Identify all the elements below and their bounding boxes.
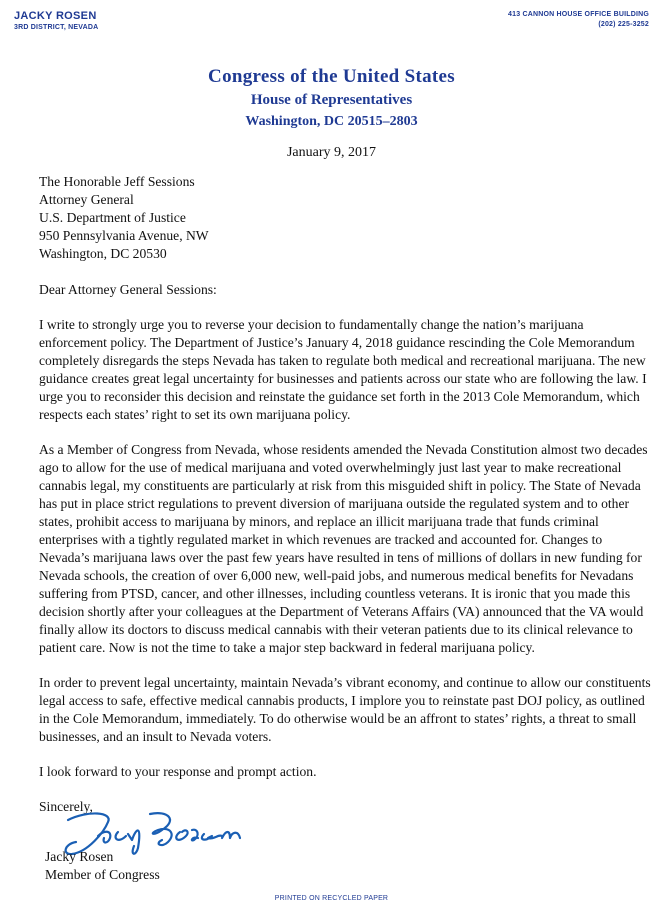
salutation: Dear Attorney General Sessions: <box>39 282 217 297</box>
recipient-line: Attorney General <box>39 192 134 207</box>
city-line: Washington, DC 20515–2803 <box>245 114 418 129</box>
recipient-line: The Honorable Jeff Sessions <box>39 174 195 189</box>
recipient-address <box>39 173 651 263</box>
office-address: 413 CANNON HOUSE OFFICE BUILDING <box>508 11 649 18</box>
recycled-paper-footer: PRINTED ON RECYCLED PAPER <box>274 895 389 902</box>
signer-block <box>45 848 160 884</box>
member-name: JACKY ROSEN <box>14 10 97 22</box>
recipient-line: Washington, DC 20530 <box>39 246 167 261</box>
letterhead-office-block <box>508 10 649 30</box>
recipient-line: 950 Pennsylvania Avenue, NW <box>39 228 209 243</box>
member-district: 3RD DISTRICT, NEVADA <box>14 24 99 31</box>
paragraph: As a Member of Congress from Nevada, whose residents amended the Nevada Constitution almost two decades ago to allow for the use of medical marijuana and voted overwhelmingly just last year to make recreational cannabis legal, my constituents are particularly at risk from this misguided shift in policy. The State of Nevada has put in place strict regulations to prevent diversion of marijuana outside the regulated system and to other states, prohibit access to marijuana by minors, and replace an illicit marijuana trade that funds criminal enterprises with a tightly regulated market in which revenues are tracked and accounted for. Changes to Nevada’s marijuana laws over the past few years have resulted in tens of millions of dollars in new funding for Nevada schools, the creation of over 6,000 new, well-paid jobs, and numerous medical benefits for Nevadans suffering from PTSD, cancer, and other illnesses, including countless veterans. It is ironic that you made this decision shortly after your colleagues at the Department of Veterans Affairs (VA) announced that the VA would finally allow its doctors to discuss medical cannabis with their veteran patients due to its clinical relevance to patient care. Now is not the time to take a major step backward in federal marijuana policy. <box>39 442 648 655</box>
recipient-line: U.S. Department of Justice <box>39 210 186 225</box>
paragraph: I write to strongly urge you to reverse your decision to fundamentally change the nation’s marijuana enforcement policy. The Department of Justice’s January 4, 2018 guidance rescinding the Cole Memorandum completely disregards the steps Nevada has taken to regulate both medical and recreational marijuana. The new guidance creates great legal uncertainty for businesses and patients across our state who are following the law. I urge you to reconsider this decision and reinstate the guidance set forth in the 2013 Cole Memorandum, which respects each states’ right to set its own marijuana policy. <box>39 317 647 422</box>
closing: Sincerely, <box>39 799 93 814</box>
signer-title: Member of Congress <box>45 867 160 882</box>
house-heading: House of Representatives <box>250 92 413 108</box>
congress-heading: Congress of the United States <box>208 66 455 87</box>
office-phone: (202) 225-3252 <box>598 21 649 28</box>
letter-body <box>39 173 651 816</box>
letterhead-member-block <box>14 10 98 31</box>
letter-date: January 9, 2017 <box>286 145 377 160</box>
paragraph: I look forward to your response and prompt action. <box>39 764 317 779</box>
signer-name: Jacky Rosen <box>45 849 114 864</box>
paragraph: In order to prevent legal uncertainty, maintain Nevada’s vibrant economy, and continue to allow our constituents legal access to safe, effective medical cannabis products, I implore you to reinstate past DOJ policy, as outlined in the Cole Memorandum, immediately. To do otherwise would be an affront to states’ rights, a threat to small businesses, and an insult to Nevada voters. <box>39 675 651 744</box>
